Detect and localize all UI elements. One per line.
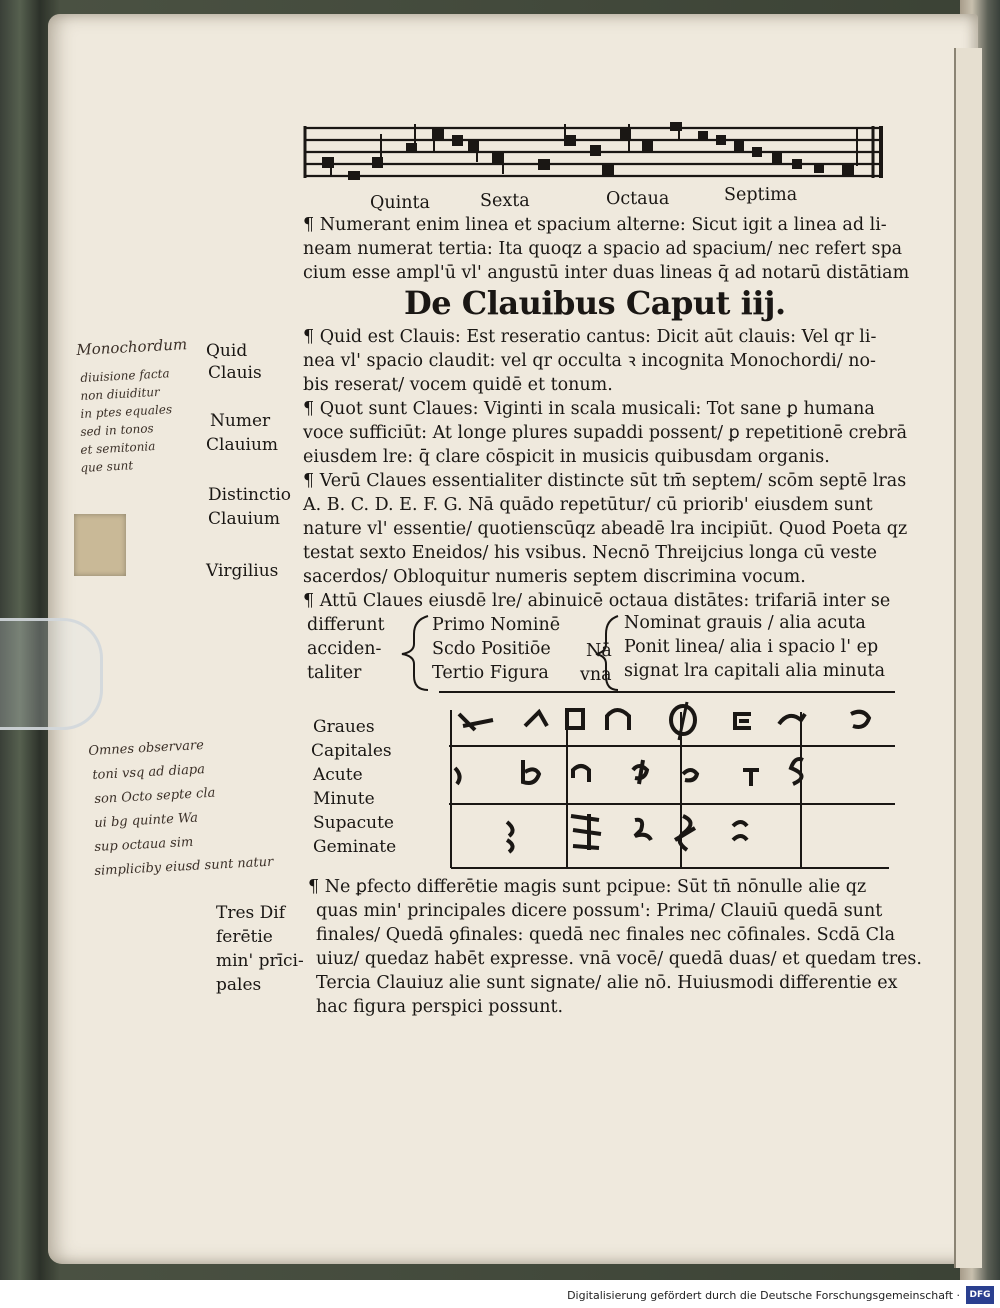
body-line: A. B. C. D. E. F. G. Nā quādo repetūtur/ cū priorib' eiusdem sunt — [303, 495, 873, 515]
margin-note-ferentie: ferētie — [216, 927, 273, 947]
staff-label-sexta: Sexta — [480, 191, 530, 211]
body-line: ¶ Ne ꝑfecto differētie magis sunt pcipue: Sūt tn̄ nōnulle alie qz — [308, 877, 867, 897]
body-line: uiuz/ quedaz habēt expresse. vnā vocē/ quedā duas/ et quedam tres. — [316, 949, 922, 969]
margin-note-tres-dif: Tres Dif — [216, 903, 286, 923]
margin-note-quid: Quid — [206, 341, 248, 361]
body-line: nature vl' essentie/ quotienscūqz abeadē lra incipiūt. Quod Poeta qz — [303, 519, 908, 539]
paper-repair-patch — [74, 514, 126, 576]
body-line: ¶ Quot sunt Claues: Viginti in scala musicali: Tot sane ꝑ humana — [303, 399, 875, 419]
body-line: quas min' principales dicere possum': Prima/ Clauiū quedā sunt — [316, 901, 883, 921]
body-line: ¶ Numerant enim linea et spacium alterne: Sicut igit a linea ad li- — [303, 215, 887, 235]
division-connector-na: Nā — [586, 641, 612, 661]
dfg-logo: DFG — [966, 1286, 994, 1304]
body-line: neam numerat tertia: Ita quoqz a spacio ad spacium/ nec refert spa — [303, 239, 903, 259]
handwritten-note-line: Omnes observare — [88, 737, 205, 759]
key-label-acute: Acute — [313, 765, 363, 785]
body-line: sacerdos/ Obloquitur numeris septem discrimina vocum. — [303, 567, 806, 587]
handwritten-note-line: sup octaua sim — [94, 834, 194, 855]
body-line: cium esse ampl'ū vl' angustū inter duas lineas q̄ ad notarū distātiam — [303, 263, 910, 283]
margin-note-clauis: Clauis — [208, 363, 262, 383]
handwritten-note-line: sed in tonos — [80, 421, 154, 439]
margin-note-clauium-2: Clauium — [208, 509, 281, 529]
handwritten-note-line: toni vsq ad diapa — [92, 762, 206, 783]
key-label-geminate: Geminate — [313, 837, 397, 857]
handwritten-note-line: ui bg quinte Wa — [94, 810, 199, 831]
body-line: testat sexto Eneidos/ his vsibus. Necnō Threijcius longa cū veste — [303, 543, 877, 563]
division-left-3: taliter — [307, 663, 362, 683]
footer-credit: Digitalisierung gefördert durch die Deutsche Forschungsgemeinschaft · — [567, 1289, 960, 1302]
handwritten-note-line: simpliciby eiusd sunt natur — [94, 854, 274, 879]
key-label-capitales: Capitales — [311, 741, 392, 761]
division-brace-left — [380, 614, 440, 692]
division-right-3: signat lra capitali alia minuta — [624, 661, 886, 681]
body-line: bis reserat/ vocem quidē et tonum. — [303, 375, 613, 395]
margin-note-clauium: Clauium — [206, 435, 279, 455]
margin-note-pales: pales — [216, 975, 262, 995]
division-middle-3: Tertio Figura — [432, 663, 549, 683]
body-line: voce sufficiūt: At longe plures supaddi possent/ ꝑ repetitionē crebrā — [303, 423, 908, 443]
body-line: ¶ Verū Claues essentialiter distincte sūt tm̄ septem/ scōm septē lras — [303, 471, 907, 491]
division-left-1: differunt — [307, 615, 385, 635]
body-line: ¶ Quid est Clauis: Est reseratio cantus: Dicit aūt clauis: Vel qr li- — [303, 327, 877, 347]
body-line: Tercia Clauiuz alie sunt signate/ alie nō. Huiusmodi differentie ex — [316, 973, 898, 993]
staff-label-septima: Septima — [724, 185, 798, 205]
handwritten-monochordum: Monochordum — [75, 335, 188, 359]
handwritten-note-line: et semitonia — [80, 439, 156, 457]
handwritten-note-line: son Octo septe cla — [94, 785, 216, 807]
body-line: nea vl' spacio claudit: vel qr occulta ꝛ incognita Monochordi/ no- — [303, 351, 876, 371]
body-line: finales/ Quedā ꝯfinales: quedā nec finales nec cōfinales. Scdā Cla — [316, 925, 896, 945]
page-clip — [0, 618, 103, 730]
margin-note-min-princi: min' prīci- — [216, 951, 304, 971]
division-left-2: acciden- — [307, 639, 382, 659]
handwritten-note-line: diuisione facta — [80, 366, 170, 385]
handwritten-note-line: in ptes equales — [80, 402, 173, 421]
facing-page-edge — [954, 48, 982, 1268]
division-middle-2: Scdo Positiōe — [432, 639, 551, 659]
division-right-1: Nominat grauis / alia acuta — [624, 613, 866, 633]
handwritten-note-line: non diuiditur — [80, 384, 161, 403]
body-line: ¶ Attū Claues eiusdē lre/ abinuicē octaua distātes: trifariā inter se — [303, 591, 891, 611]
chapter-heading: De Clauibus Caput iij. — [404, 284, 786, 322]
margin-note-virgilius: Virgilius — [206, 561, 279, 581]
division-connector-vna: vna — [580, 665, 612, 685]
margin-note-numer: Numer — [210, 411, 271, 431]
clef-signs-table — [439, 690, 895, 870]
handwritten-note-line: que sunt — [80, 458, 134, 475]
music-staff — [303, 122, 887, 180]
key-label-supacute: Supacute — [313, 813, 394, 833]
margin-note-distinctio: Distinctio — [208, 485, 292, 505]
staff-label-octaua: Octaua — [606, 189, 670, 209]
division-right-2: Ponit linea/ alia i spacio l' ep — [624, 637, 879, 657]
key-label-graues: Graues — [313, 717, 375, 737]
staff-label-quinta: Quinta — [370, 193, 430, 213]
body-line: eiusdem lre: q̄ clare cōspicit in musicis quibusdam organis. — [303, 447, 830, 467]
key-label-minute: Minute — [313, 789, 375, 809]
division-middle-1: Primo Nominē — [432, 615, 561, 635]
body-line: hac figura perspici possunt. — [316, 997, 564, 1017]
